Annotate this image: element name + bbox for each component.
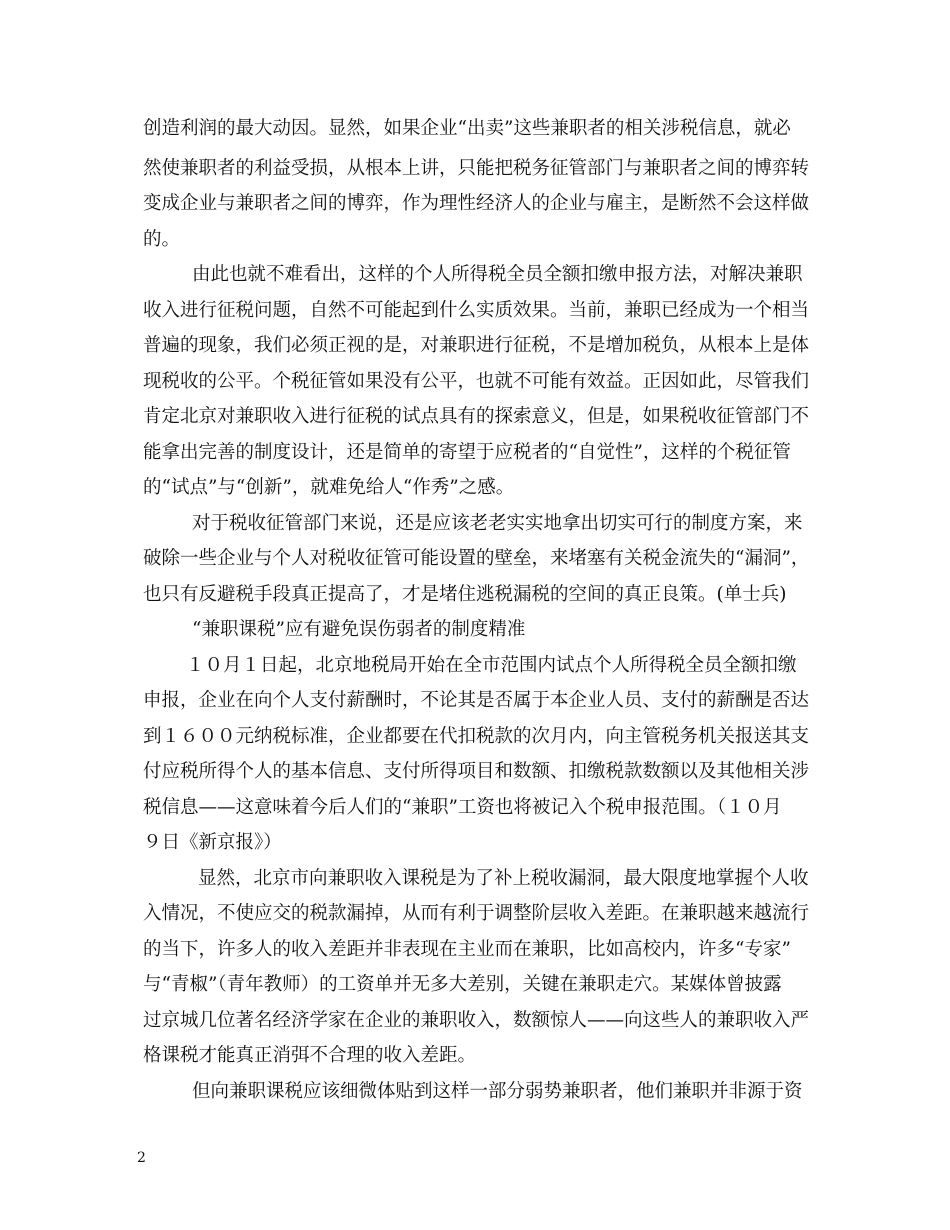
text-line: 也只有反避税手段真正提高了，才是堵住逃税漏税的空间的真正良策。(单士兵): [143, 584, 787, 605]
text-line: 破除一些企业与个人对税收征管可能设置的壁垒，来堵塞有关税金流失的“漏洞”，: [143, 548, 810, 569]
text-line: 税信息——这意味着今后人们的“兼职”工资也将被记入个税申报范围。（１０月: [143, 797, 782, 818]
text-line: 收入进行征税问题，自然不可能起到什么实质效果。当前，兼职已经成为一个相当: [143, 300, 810, 321]
text-line: 对于税收征管部门来说，还是应该老老实实地拿出切实可行的制度方案，来: [192, 513, 803, 534]
text-line: 然使兼职者的利益受损，从根本上讲，只能把税务征管部门与兼职者之间的博弈转: [143, 158, 810, 179]
text-line: 付应税所得个人的基本信息、支付所得项目和数额、扣缴税款数额以及其他相关涉: [143, 761, 810, 782]
text-line: 创造利润的最大动因。显然，如果企业“出卖”这些兼职者的相关涉税信息，就必: [143, 118, 791, 139]
text-line: 显然，北京市向兼职收入课税是为了补上税收漏洞，最大限度地掌握个人收: [198, 868, 809, 889]
text-line: 的。: [143, 229, 181, 250]
text-line: ９日《新京报》）: [143, 832, 282, 853]
text-line: 肯定北京对兼职收入进行征税的试点具有的探索意义，但是，如果税收征管部门不: [143, 406, 810, 427]
text-line: 申报，企业在向个人支付薪酬时，不论其是否属于本企业人员、支付的薪酬是否达: [143, 690, 810, 711]
text-line: 格课税才能真正消弭不合理的收入差距。: [143, 1045, 477, 1066]
section-heading: “兼职课税”应有避免误伤弱者的制度精准: [192, 619, 526, 640]
text-line: 变成企业与兼职者之间的博弈，作为理性经济人的企业与雇主，是断然不会这样做: [143, 193, 810, 214]
text-line: 现税收的公平。个税征管如果没有公平，也就不可能有效益。正因如此，尽管我们: [143, 371, 810, 392]
text-line: 能拿出完善的制度设计，还是简单的寄望于应税者的“自觉性”，这样的个税征管: [143, 442, 791, 463]
text-line: 的“试点”与“创新”，就难免给人“作秀”之感。: [143, 477, 515, 498]
text-line: 到１６００元纳税标准，企业都要在代扣税款的次月内，向主管税务机关报送其支: [143, 726, 810, 747]
text-line: 与“青椒”（青年教师）的工资单并无多大差别，关键在兼职走穴。某媒体曾披露: [143, 974, 782, 995]
text-line: １０月１日起，北京地税局开始在全市范围内试点个人所得税全员全额扣缴: [186, 655, 797, 676]
text-line: 由此也就不难看出，这样的个人所得税全员全额扣缴申报方法，对解决兼职: [192, 264, 803, 285]
text-line: 但向兼职课税应该细微体贴到这样一部分弱势兼职者，他们兼职并非源于资: [192, 1081, 803, 1102]
text-line: 普遍的现象，我们必须正视的是，对兼职进行征税，不是增加税负，从根本上是体: [143, 335, 810, 356]
text-line: 入情况，不使应交的税款漏掉，从而有利于调整阶层收入差距。在兼职越来越流行: [143, 903, 810, 924]
text-line: 的当下，许多人的收入差距并非表现在主业而在兼职，比如高校内，许多“专家”: [143, 939, 791, 960]
text-line: 过京城几位著名经济学家在企业的兼职收入，数额惊人——向这些人的兼职收入严: [143, 1010, 810, 1031]
page-number: 2: [137, 1150, 146, 1166]
